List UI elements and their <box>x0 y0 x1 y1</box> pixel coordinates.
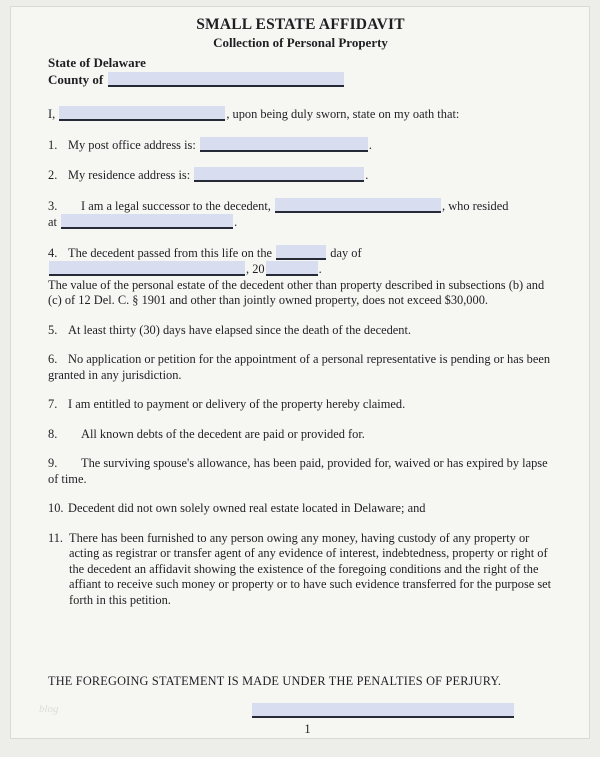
item-4-period: . <box>318 262 322 276</box>
item-11-text: There has been furnished to any person owing any money, having custody of any property or acting as registrar or transfer agent of any evidence of interest, indebtedness, property or right of the decedent an affidavit showing the existence of the foregoing conditions and the right of the affiant to receive such money or property or to have such evidence transferred for the purpose set forth in this petition. <box>69 530 552 607</box>
item-11-number: 11. <box>48 530 64 545</box>
item-5-number: 5. <box>48 322 58 337</box>
item-3-period: . <box>234 215 238 229</box>
affidavit-page <box>10 6 590 739</box>
item-2-text: My residence address is: <box>68 168 191 182</box>
post-office-address-field[interactable] <box>200 137 368 152</box>
item-4-dayof: day of <box>330 245 362 260</box>
item-11 <box>48 531 553 609</box>
decedent-residence-field[interactable] <box>61 214 233 229</box>
item-1 <box>48 137 553 154</box>
item-3-at-label: at <box>48 215 57 229</box>
page-title: SMALL ESTATE AFFIDAVIT <box>196 16 405 33</box>
state-line: State of Delaware <box>48 55 146 70</box>
item-1-period: . <box>368 137 373 152</box>
death-year-field[interactable] <box>266 261 318 276</box>
county-line <box>48 72 553 89</box>
item-2-period: . <box>365 168 369 182</box>
affiant-name-field[interactable] <box>59 106 225 121</box>
item-3-text: I am a legal successor to the decedent, <box>81 198 271 213</box>
item-7-number: 7. <box>48 397 58 411</box>
item-9 <box>48 456 553 487</box>
page-number: 1 <box>304 722 311 736</box>
page-subtitle: Collection of Personal Property <box>213 35 388 50</box>
page-content <box>11 7 589 738</box>
signature-row <box>251 703 553 720</box>
watermark-text: blog <box>39 703 59 715</box>
item-7 <box>48 397 553 413</box>
item-7-text: I am entitled to payment or delivery of the property hereby claimed. <box>68 397 406 411</box>
item-4 <box>48 245 553 309</box>
item-6-text: No application or petition for the appointment of a personal representative is pending or has been granted in any jurisdiction. <box>48 352 551 382</box>
intro-line <box>48 106 553 123</box>
item-9-number: 9. <box>48 456 58 470</box>
item-10 <box>48 501 553 517</box>
item-10-text: Decedent did not own solely owned real estate located in Delaware; and <box>68 501 426 515</box>
item-8 <box>48 427 553 443</box>
item-8-text: All known debts of the decedent are paid or provided for. <box>81 426 365 441</box>
residence-address-field[interactable] <box>194 167 364 182</box>
item-1-text: My post office address is: <box>68 137 196 152</box>
item-3-number: 3. <box>48 198 58 213</box>
item-6-number: 6. <box>48 352 58 366</box>
item-5 <box>48 323 553 339</box>
signature-field[interactable] <box>252 703 514 718</box>
intro-post: , upon being duly sworn, state on my oath that: <box>226 107 460 121</box>
item-5-text: At least thirty (30) days have elapsed since the death of the decedent. <box>68 322 412 337</box>
item-1-number: 1. <box>48 137 58 152</box>
item-4-number: 4. <box>48 245 58 260</box>
item-2 <box>48 167 553 184</box>
intro-pre: I, <box>48 107 56 121</box>
item-4-body: The value of the personal estate of the decedent other than property described in subsections (b) and (c) of 12 Del. C. § 1901 and other than jointly owned property, does not exceed $30,000. <box>48 277 545 307</box>
item-10-number: 10. <box>48 501 64 515</box>
perjury-statement: THE FOREGOING STATEMENT IS MADE UNDER THE PENALTIES OF PERJURY. <box>48 674 502 688</box>
item-4-line1: The decedent passed from this life on the <box>68 245 273 260</box>
item-3 <box>48 198 553 231</box>
county-field[interactable] <box>108 72 344 87</box>
item-4-year-prefix: , 20 <box>246 262 265 276</box>
item-3-mid: , who resided <box>442 198 509 213</box>
death-day-field[interactable] <box>276 245 326 260</box>
item-6 <box>48 352 553 383</box>
decedent-name-field[interactable] <box>275 198 441 213</box>
item-9-text: The surviving spouse's allowance, has been paid, provided for, waived or has expired by lapse of time. <box>48 456 548 486</box>
item-2-number: 2. <box>48 168 58 182</box>
death-month-field[interactable] <box>49 261 245 276</box>
county-label: County of <box>48 71 104 87</box>
item-8-number: 8. <box>48 426 58 441</box>
